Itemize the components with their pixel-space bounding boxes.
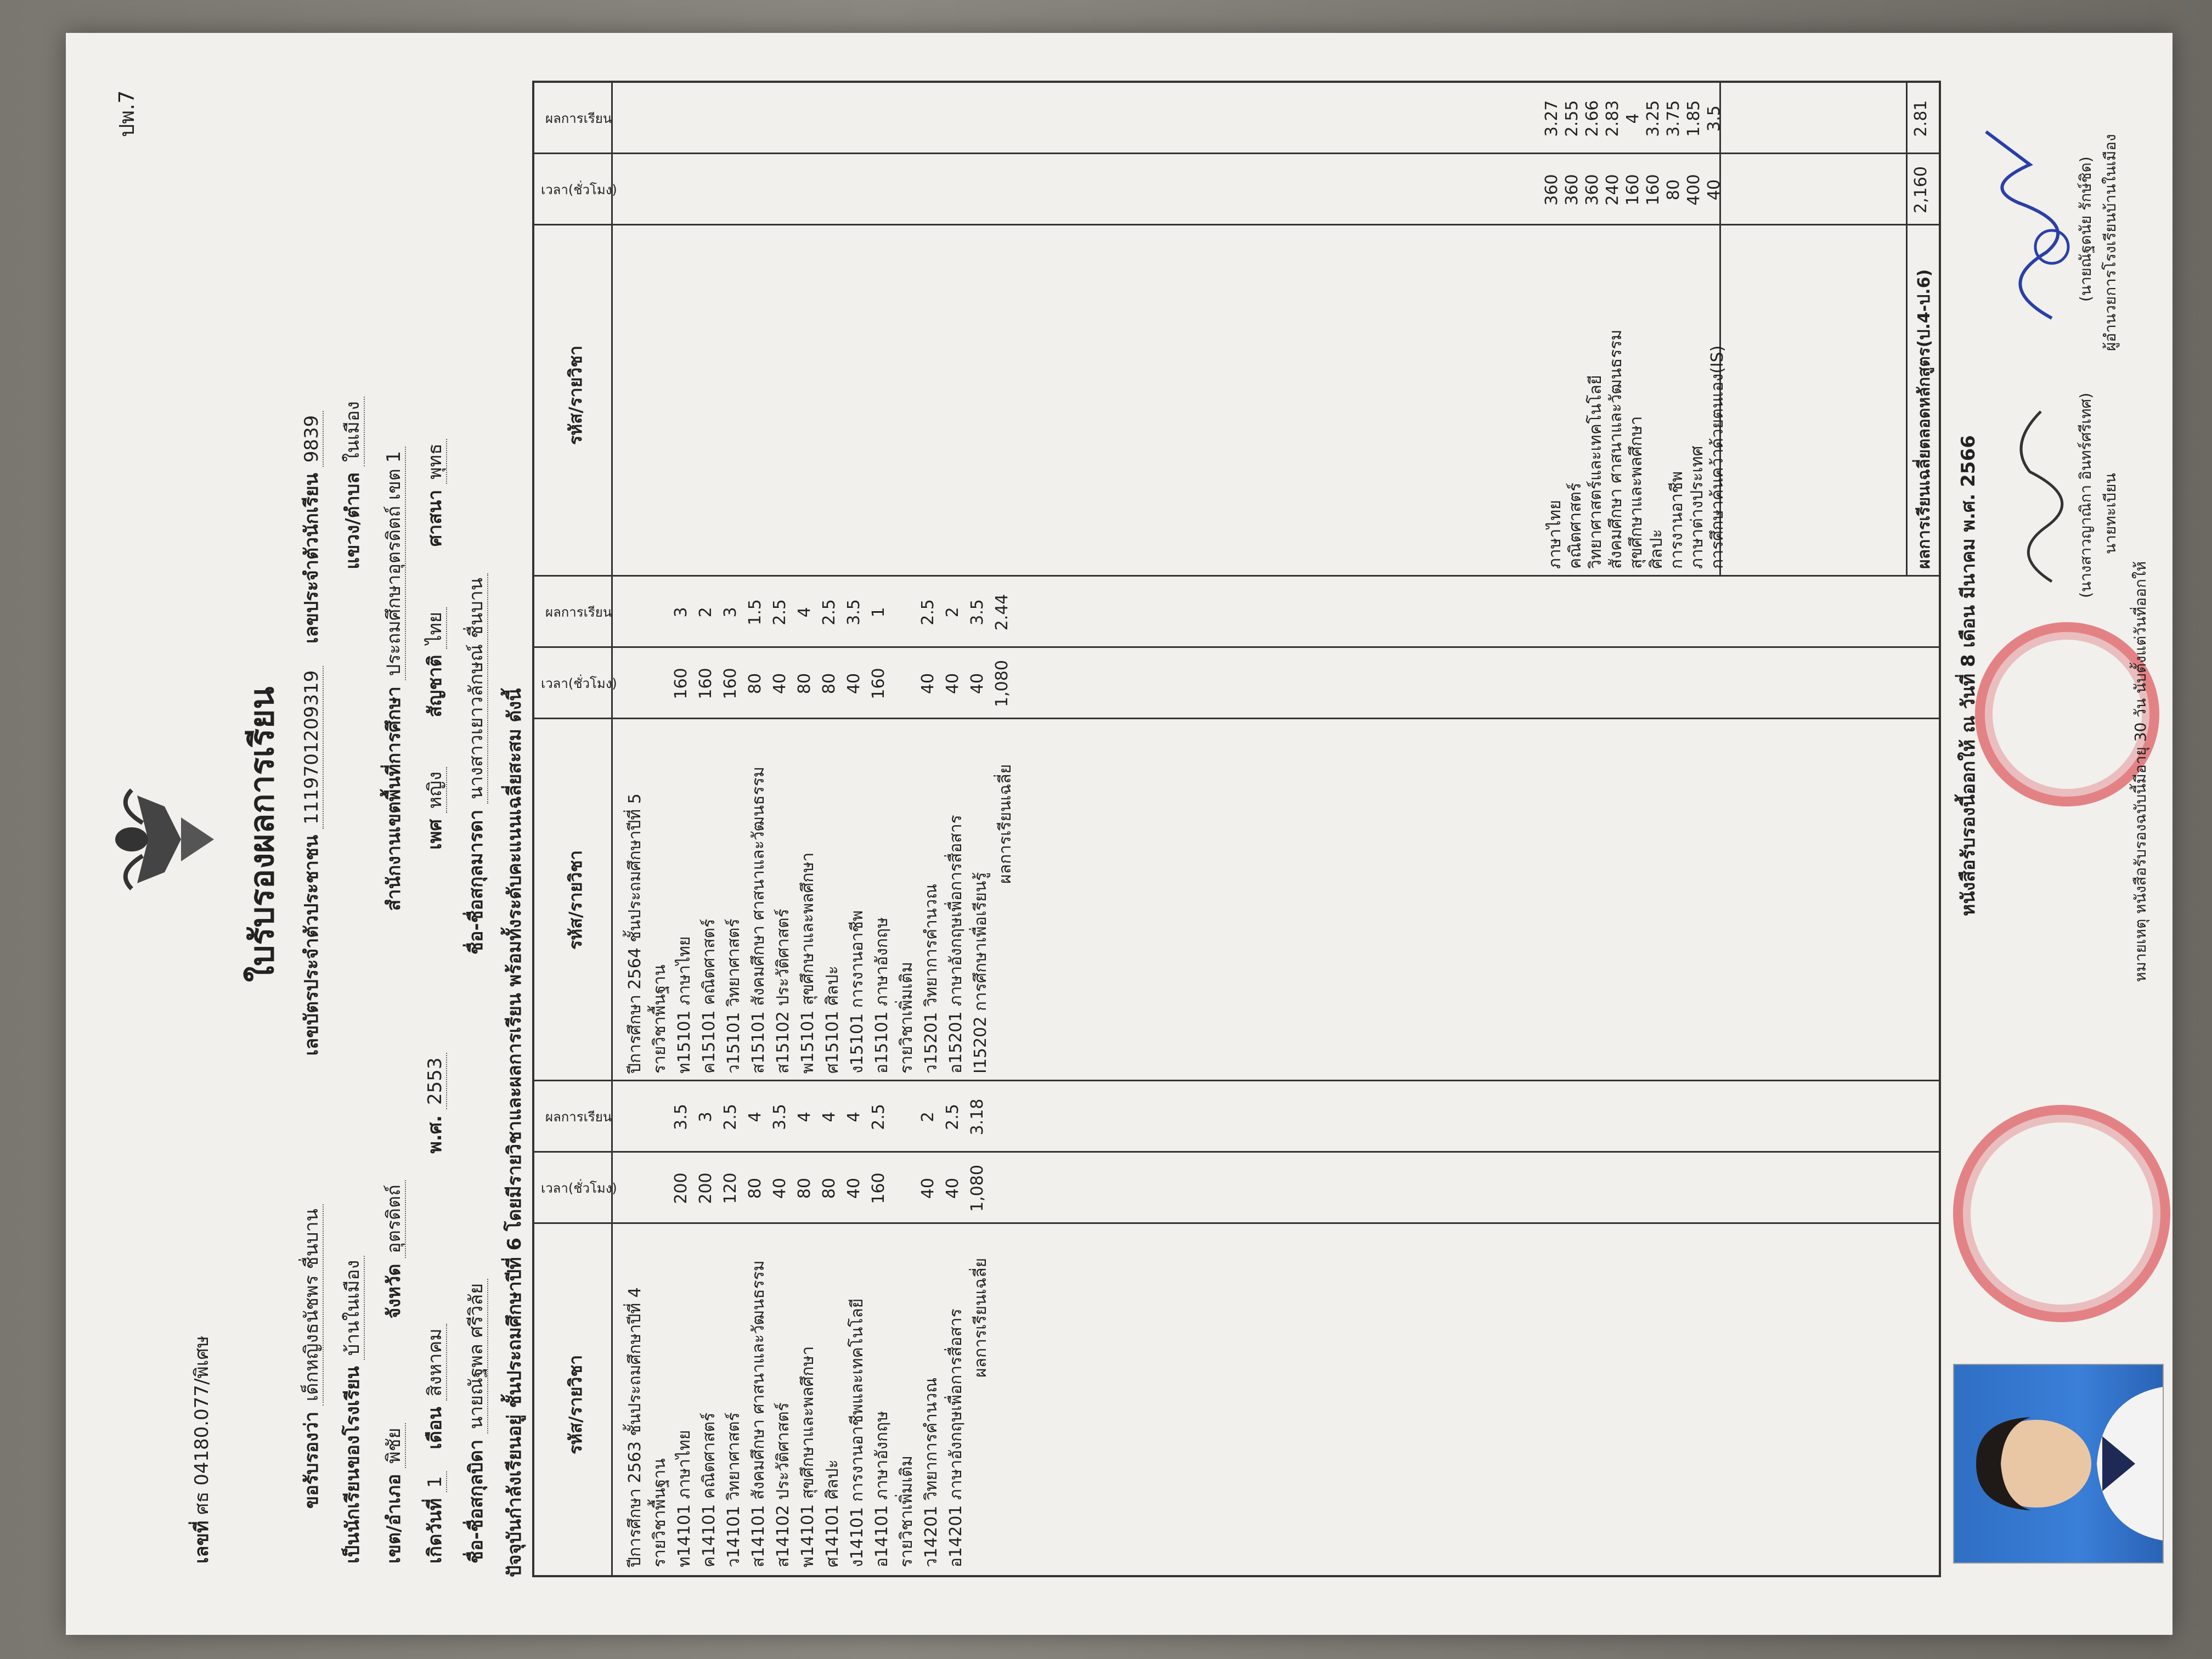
p5-row-hours: 160 [721, 668, 740, 699]
summary-row-subject: สังคมศึกษา ศาสนาและวัฒนธรรม [1606, 329, 1626, 569]
p4-row-subject: ส14102 ประวัติศาสตร์ [774, 1402, 793, 1567]
sex-label: เพศ [424, 819, 446, 850]
p5-row-subject: ง15101 การงานอาชีพ [848, 910, 867, 1074]
p5-row-hours: 160 [696, 668, 715, 699]
summary-row-subject: การงานอาชีพ [1667, 471, 1686, 569]
student-number: 9839 [301, 411, 324, 467]
p5-extra-heading: รายวิชาเพิ่มเติม [897, 962, 916, 1074]
registrar-role: นายทะเบียน [2101, 473, 2119, 554]
p5-row-result: 2.5 [770, 599, 789, 625]
p4-basic-heading: รายวิชาพื้นฐาน [650, 1458, 669, 1567]
nationality-label: สัญชาติ [424, 654, 446, 718]
summary-row-hours: 400 [1684, 174, 1703, 206]
summary-row-hours: 360 [1562, 174, 1582, 206]
p5-row-hours: 40 [844, 673, 864, 695]
p5-row-subject: พ15101 สุขศึกษาและพลศึกษา [798, 852, 817, 1074]
p4-extra-row-hours: 40 [918, 1177, 938, 1199]
summary-row-result: 3.75 [1664, 100, 1683, 137]
p5-extra-row-hours: 40 [943, 673, 962, 695]
summary-row-subject: ศิลปะ [1647, 529, 1666, 569]
overall-label: ผลการเรียนเฉลี่ยตลอดหลักสูตร(ป.4-ป.6) [1915, 269, 1934, 569]
line-student [296, 411, 326, 1509]
p5-row-result: 3 [721, 607, 740, 618]
p4-row-result: 2.5 [869, 1104, 888, 1130]
p5-row-subject: ว15101 วิทยาศาสตร์ [724, 918, 743, 1074]
form-code: ปพ.7 [115, 90, 139, 137]
month-label: เดือน [424, 1407, 446, 1449]
p4-extra-heading: รายวิชาเพิ่มเติม [897, 1455, 916, 1567]
p4-extra-row-hours: 40 [943, 1177, 962, 1199]
summary-row-result: 2.66 [1583, 100, 1602, 137]
p5-row-hours: 160 [672, 668, 691, 699]
p5-row-hours: 80 [820, 673, 839, 695]
director-name: (นายณัฐดนัย รักษ์ชิด) [2076, 156, 2095, 302]
p4-row-result: 4 [844, 1111, 864, 1122]
p4-row-subject: พ14101 สุขศึกษาและพลศึกษา [798, 1346, 817, 1567]
p5-row-result: 1.5 [746, 599, 765, 625]
p5-row-result: 3 [672, 607, 691, 618]
p5-row-subject: ส15102 ประวัติศาสตร์ [774, 909, 793, 1074]
p4-row-hours: 80 [820, 1177, 839, 1199]
registrar-signature [1997, 400, 2076, 587]
p5-average-label: ผลการเรียนเฉลี่ย [996, 764, 1015, 884]
ref-line [187, 1336, 216, 1564]
p5-row-result: 3.5 [844, 599, 864, 625]
religion-label: ศาสนา [424, 489, 446, 547]
footnote: หมายเหตุ หนังสือรับรองฉบับนี้มีอายุ 30 วัน นับตั้งแต่วันที่ออกให้ [2131, 561, 2149, 982]
id-label: เลขบัตรประจำตัวประชาชน [301, 834, 323, 1056]
line-birth [420, 439, 449, 1564]
garuda-emblem-icon [99, 785, 219, 894]
subdistrict-label: แขวง/ตำบล [342, 472, 364, 569]
p5-extra-row-hours: 40 [968, 673, 987, 695]
p4-row-result: 4 [820, 1111, 839, 1122]
director-role: ผู้อำนวยการโรงเรียนบ้านในเมือง [2101, 134, 2119, 351]
summary-row-subject: คณิตศาสตร์ [1566, 482, 1585, 569]
header-hours-p4: เวลา(ชั่วโมง) [541, 1181, 617, 1196]
overall-hours: 2,160 [1911, 166, 1931, 213]
p5-row-subject: ส15101 สังคมศึกษา ศาสนาและวัฒนธรรม [749, 766, 768, 1074]
birth-month: สิงหาคม [424, 1324, 447, 1401]
summary-row-hours: 360 [1583, 174, 1602, 206]
birth-label: เกิดวันที่ [424, 1498, 446, 1564]
summary-row-hours: 40 [1705, 179, 1724, 201]
p5-average-hours: 1,080 [992, 660, 1012, 707]
subdistrict: ในเมือง [342, 397, 365, 466]
p5-row-hours: 80 [795, 673, 814, 695]
summary-row-result: 4 [1623, 113, 1643, 124]
student-name: เด็กหญิงธนัชพร ชื่นบาน [301, 1204, 324, 1406]
p4-average-hours: 1,080 [968, 1165, 987, 1212]
p4-row-subject: ท14101 ภาษาไทย [675, 1430, 694, 1567]
p4-row-subject: ว14101 วิทยาศาสตร์ [724, 1412, 743, 1567]
p5-row-subject: ศ15101 ศิลปะ [823, 966, 842, 1074]
summary-row-result: 3.27 [1542, 100, 1561, 137]
p5-row-subject: ค15101 คณิตศาสตร์ [699, 918, 719, 1074]
p5-row-result: 4 [795, 607, 814, 618]
sex: หญิง [424, 767, 447, 813]
year-label: พ.ศ. [424, 1115, 446, 1154]
p4-year: ปีการศึกษา 2563 ชั้นประถมศึกษาปีที่ 4 [625, 1287, 645, 1567]
p5-row-subject: ท15101 ภาษาไทย [675, 936, 694, 1074]
statement: ปัจจุบันกำลังเรียนอยู่ ชั้นประถมศึกษาปีที่ 6 โดยมีรายวิชาและผลการเรียน พร้อมทั้งระดับคะแนนเฉลี่ยสะสม ดังนี้ [504, 688, 526, 1577]
student-no-label: เลขประจำตัวนักเรียน [301, 473, 323, 644]
p4-row-subject: ง14101 การงานอาชีพและเทคโนโลยี [848, 1298, 867, 1567]
summary-row-subject: สุขศึกษาและพลศึกษา [1627, 416, 1646, 569]
overall-average: 2.81 [1911, 100, 1931, 137]
summary-row-subject: ภาษาไทย [1545, 500, 1565, 569]
header-subject-p5: รหัส/รายวิชา [565, 850, 586, 950]
p5-basic-heading: รายวิชาพื้นฐาน [650, 964, 669, 1074]
p5-extra-row-subject: อ15201 ภาษาอังกฤษเพื่อการสื่อสาร [946, 815, 966, 1074]
p4-extra-row-result: 2 [918, 1111, 938, 1122]
document-sheet [66, 33, 2172, 1635]
summary-row-result: 2.83 [1603, 100, 1622, 137]
header-result-p5: ผลการเรียน [545, 605, 612, 620]
office-label: สำนักงานเขตพื้นที่การศึกษา [383, 686, 405, 911]
summary-row-subject: การศึกษาค้นคว้าด้วยตนเอง(IS) [1708, 345, 1727, 569]
nationality: ไทย [424, 607, 447, 648]
p4-average: 3.18 [968, 1098, 987, 1136]
p4-row-hours: 80 [746, 1177, 765, 1199]
province-label: จังหวัด [383, 1263, 405, 1319]
summary-row-subject: ภาษาต่างประเทศ [1688, 445, 1707, 569]
p5-row-hours: 80 [746, 673, 765, 695]
religion: พุทธ [424, 439, 447, 484]
p4-row-result: 3.5 [672, 1104, 691, 1130]
p4-extra-row-result: 2.5 [943, 1104, 962, 1130]
ref-label: เลขที่ [191, 1520, 213, 1564]
line-location [379, 447, 408, 1564]
summary-row-result: 3.5 [1705, 105, 1724, 132]
header-hours-p5: เวลา(ชั่วโมง) [541, 676, 617, 691]
p5-extra-row-result: 2 [943, 607, 962, 618]
p5-year: ปีการศึกษา 2564 ชั้นประถมศึกษาปีที่ 5 [625, 793, 645, 1074]
header-subject-p4: รหัส/รายวิชา [565, 1355, 586, 1454]
header-hours-summary: เวลา(ชั่วโมง) [541, 182, 617, 198]
p4-row-result: 4 [795, 1111, 814, 1122]
father-label: ชื่อ-ชื่อสกุลบิดา [465, 1439, 487, 1564]
p5-row-subject: อ15101 ภาษาอังกฤษ [872, 917, 891, 1074]
p5-row-result: 1 [869, 607, 888, 618]
line-school [337, 397, 367, 1564]
p5-row-hours: 160 [869, 668, 888, 699]
director-signature [1970, 121, 2081, 329]
ref-no: ศธ 04180.077/พิเศษ [191, 1335, 213, 1515]
birth-day: 1 [424, 1472, 447, 1493]
p5-extra-row-result: 3.5 [968, 599, 987, 625]
summary-row-hours: 160 [1644, 174, 1663, 206]
mother-name: นางสาวเยาวลักษณ์ ชื่นบาน [465, 573, 488, 804]
p5-row-hours: 40 [770, 673, 789, 695]
p5-extra-row-subject: I15202 การศึกษาเพื่อเรียนรู้ [971, 872, 990, 1074]
student-photo [1953, 1364, 2164, 1564]
summary-row-result: 1.85 [1684, 100, 1703, 137]
birth-year: 2553 [424, 1053, 447, 1110]
summary-row-result: 2.55 [1562, 100, 1582, 137]
document-title: ใบรับรองผลการเรียน [243, 686, 281, 982]
p5-row-result: 2 [696, 607, 715, 618]
father-name: นายณัฐพล ศรีวิลัย [465, 1279, 488, 1434]
school-name: บ้านในเมือง [342, 1256, 365, 1361]
p4-average-label: ผลการเรียนเฉลี่ย [971, 1257, 990, 1378]
p4-row-result: 4 [746, 1111, 765, 1122]
p5-extra-row-result: 2.5 [918, 599, 938, 625]
summary-row-hours: 360 [1542, 174, 1561, 206]
p5-extra-row-hours: 40 [918, 673, 938, 695]
header-subject-summary: รหัส/รายวิชา [565, 345, 586, 445]
registrar-name: (นางสาวญาณิกา อินทร์ศรีเทศ) [2076, 392, 2095, 598]
header-result-p4: ผลการเรียน [545, 1109, 612, 1125]
p4-row-hours: 120 [721, 1172, 740, 1204]
province: อุตรดิตถ์ [383, 1180, 406, 1258]
summary-row-hours: 240 [1603, 174, 1622, 206]
summary-row-result: 3.25 [1644, 100, 1663, 137]
p4-row-subject: ศ14101 ศิลปะ [823, 1459, 842, 1567]
p5-average: 2.44 [992, 594, 1012, 631]
district: พิชัย [383, 1423, 406, 1468]
p4-row-result: 3 [696, 1111, 715, 1122]
mother-label: ชื่อ-ชื่อสกุลมารดา [465, 809, 487, 955]
summary-row-subject: วิทยาศาสตร์และเทคโนโลยี [1586, 375, 1605, 569]
p4-row-subject: อ14101 ภาษาอังกฤษ [872, 1411, 891, 1567]
school-label: เป็นนักเรียนของโรงเรียน [342, 1366, 364, 1564]
district-label: เขต/อำเภอ [383, 1474, 405, 1564]
p4-row-subject: ส14101 สังคมศึกษา ศาสนาและวัฒนธรรม [749, 1260, 768, 1567]
p4-row-subject: ค14101 คณิตศาสตร์ [699, 1412, 719, 1567]
school-seal-stamp [1953, 1105, 2170, 1322]
cert-intro: ขอรับรองว่า [301, 1412, 323, 1509]
summary-row-hours: 160 [1623, 174, 1643, 206]
id-number: 1119701209319 [301, 666, 324, 829]
p4-row-hours: 160 [869, 1172, 888, 1204]
p4-row-hours: 200 [672, 1172, 691, 1204]
p4-extra-row-subject: อ14201 ภาษาอังกฤษเพื่อการสื่อสาร [946, 1308, 966, 1567]
p4-row-hours: 40 [844, 1177, 864, 1199]
p5-extra-row-subject: ว15201 วิทยาการคำนวณ [922, 883, 941, 1074]
summary-row-hours: 80 [1664, 179, 1683, 201]
header-result-summary: ผลการเรียน [545, 111, 612, 126]
p4-row-result: 3.5 [770, 1104, 789, 1130]
grades-table [532, 81, 1941, 1577]
issued-date: หนังสือรับรองนี้ออกให้ ณ วันที่ 8 เดือน มีนาคม พ.ศ. 2566 [1957, 435, 1979, 916]
p4-row-hours: 200 [696, 1172, 715, 1204]
p4-row-hours: 40 [770, 1177, 789, 1199]
certificate-document [77, 38, 2162, 1629]
line-parents [461, 573, 490, 1564]
p4-extra-row-subject: ว14201 วิทยาการคำนวณ [922, 1377, 941, 1567]
office: ประถมศึกษาอุตรดิตถ์ เขต 1 [383, 447, 406, 680]
p4-row-result: 2.5 [721, 1104, 740, 1130]
p5-row-result: 2.5 [820, 599, 839, 625]
p4-row-hours: 80 [795, 1177, 814, 1199]
